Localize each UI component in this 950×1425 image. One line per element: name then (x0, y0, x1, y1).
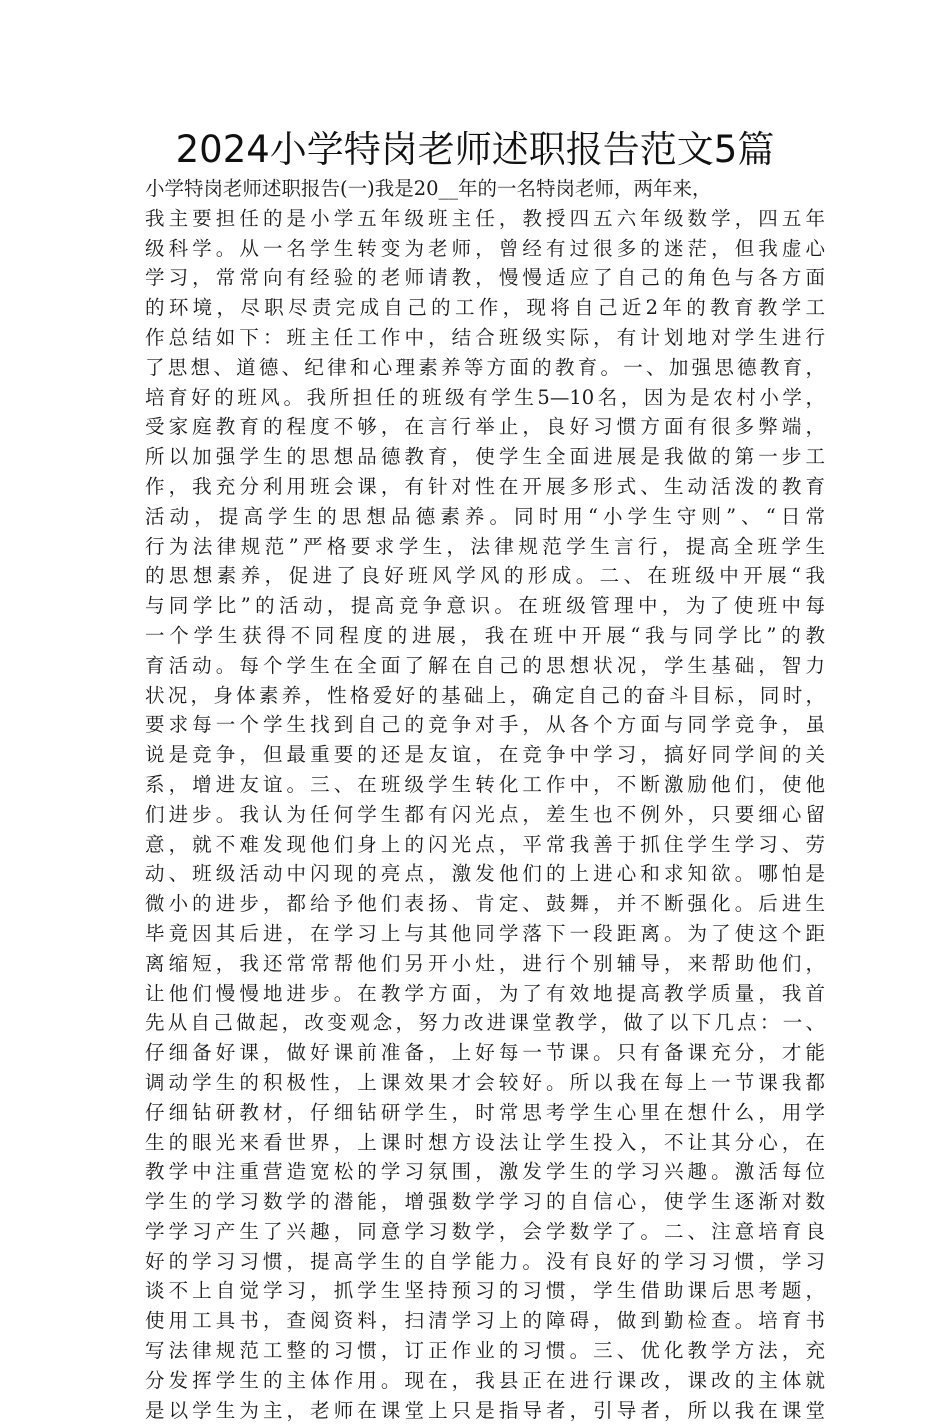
body-line: 微小的进步，都给予他们表扬、肯定、鼓舞，并不断强化。后进生 (145, 892, 825, 916)
body-line: 育活动。每个学生在全面了解在自己的思想状况，学生基础，智力 (145, 653, 825, 677)
body-line: 活动，提高学生的思想品德素养。同时用“小学生守则”、“日常 (145, 504, 825, 528)
body-line: 小学特岗老师述职报告(一)我是20__年的一名特岗老师，两年来， (145, 177, 712, 200)
body-line: 写法律规范工整的习惯，订正作业的习惯。三、优化教学方法，充 (145, 1339, 825, 1363)
body-line: 的思想素养，促进了良好班风学风的形成。二、在班级中开展“我 (145, 564, 825, 588)
body-line: 生的眼光来看世界，上课时想方设法让学生投入，不让其分心，在 (145, 1130, 825, 1154)
body-line: 仔细备好课，做好课前准备，上好每一节课。只有备课充分，才能 (145, 1041, 825, 1065)
body-line: 培育好的班风。我所担任的班级有学生5—10名，因为是农村小学， (145, 385, 825, 409)
body-line: 动、班级活动中闪现的亮点，激发他们的上进心和求知欲。哪怕是 (145, 862, 825, 886)
body-line: 我主要担任的是小学五年级班主任，教授四五六年级数学，四五年 (145, 206, 825, 230)
body-line: 一个学生获得不同程度的进展，我在班中开展“我与同学比”的教 (145, 623, 825, 647)
body-line: 使用工具书，查阅资料，扫清学习上的障碍，做到勤检查。培育书 (145, 1309, 825, 1333)
body-line: 意，就不难发现他们身上的闪光点，平常我善于抓住学生学习、劳 (145, 832, 825, 856)
body-line: 学学习产生了兴趣，同意学习数学，会学数学了。二、注意培育良 (145, 1219, 825, 1243)
body-line: 们进步。我认为任何学生都有闪光点，差生也不例外，只要细心留 (145, 802, 825, 826)
body-line: 学生的学习数学的潜能，增强数学学习的自信心，使学生逐渐对数 (145, 1190, 825, 1214)
document-body (145, 174, 825, 1425)
body-line: 先从自己做起，改变观念，努力改进课堂教学，做了以下几点：一、 (145, 1011, 825, 1035)
body-line: 要求每一个学生找到自己的竞争对手，从各个方面与同学竞争，虽 (145, 713, 825, 737)
body-line: 离缩短，我还常常帮他们另开小灶，进行个别辅导，来帮助他们， (145, 951, 825, 975)
body-line: 仔细钻研教材，仔细钻研学生，时常思考学生心里在想什么，用学 (145, 1100, 825, 1124)
body-line: 分发挥学生的主体作用。现在，我县正在进行课改，课改的主体就 (145, 1368, 825, 1392)
body-line: 教学中注重营造宽松的学习氛围，激发学生的学习兴趣。激活每位 (145, 1160, 825, 1184)
body-line: 学习，常常向有经验的老师请教，慢慢适应了自己的角色与各方面 (145, 266, 825, 290)
body-line: 让他们慢慢地进步。在教学方面，为了有效地提高教学质量，我首 (145, 981, 825, 1005)
body-line: 状况，身体素养，性格爱好的基础上，确定自己的奋斗目标，同时， (145, 683, 825, 707)
body-line: 与同学比”的活动，提高竞争意识。在班级管理中，为了使班中每 (145, 594, 825, 618)
body-line: 作，我充分利用班会课，有针对性在开展多形式、生动活泼的教育 (145, 474, 825, 498)
body-line: 调动学生的积极性，上课效果才会较好。所以我在每上一节课我都 (145, 1070, 825, 1094)
body-line: 行为法律规范”严格要求学生，法律规范学生言行，提高全班学生 (145, 534, 825, 558)
document-title: 2024小学特岗老师述职报告范文5篇 (175, 128, 775, 171)
body-line: 说是竞争，但最重要的还是友谊，在竞争中学习，搞好同学间的关 (145, 743, 825, 767)
body-line: 所以加强学生的思想品德教育，使学生全面进展是我做的第一步工 (145, 445, 825, 469)
body-line: 毕竟因其后进，在学习上与其他同学落下一段距离。为了使这个距 (145, 921, 825, 945)
body-line: 级科学。从一名学生转变为老师，曾经有过很多的迷茫，但我虚心 (145, 236, 825, 260)
body-line: 受家庭教育的程度不够，在言行举止，良好习惯方面有很多弊端， (145, 415, 825, 439)
body-line: 系，增进友谊。三、在班级学生转化工作中，不断激励他们，使他 (145, 772, 825, 796)
body-line: 是以学生为主，老师在课堂上只是指导者，引导者，所以我在课堂 (145, 1398, 825, 1422)
body-line: 作总结如下：班主任工作中，结合班级实际，有计划地对学生进行 (145, 325, 825, 349)
body-line: 的环境，尽职尽责完成自己的工作，现将自己近2年的教育教学工 (145, 296, 825, 320)
body-line: 谈不上自觉学习，抓学生坚持预习的习惯，学生借助课后思考题， (145, 1279, 825, 1303)
body-line: 好的学习习惯，提高学生的自学能力。没有良好的学习习惯，学习 (145, 1249, 825, 1273)
body-line: 了思想、道德、纪律和心理素养等方面的教育。一、加强思德教育， (145, 355, 825, 379)
